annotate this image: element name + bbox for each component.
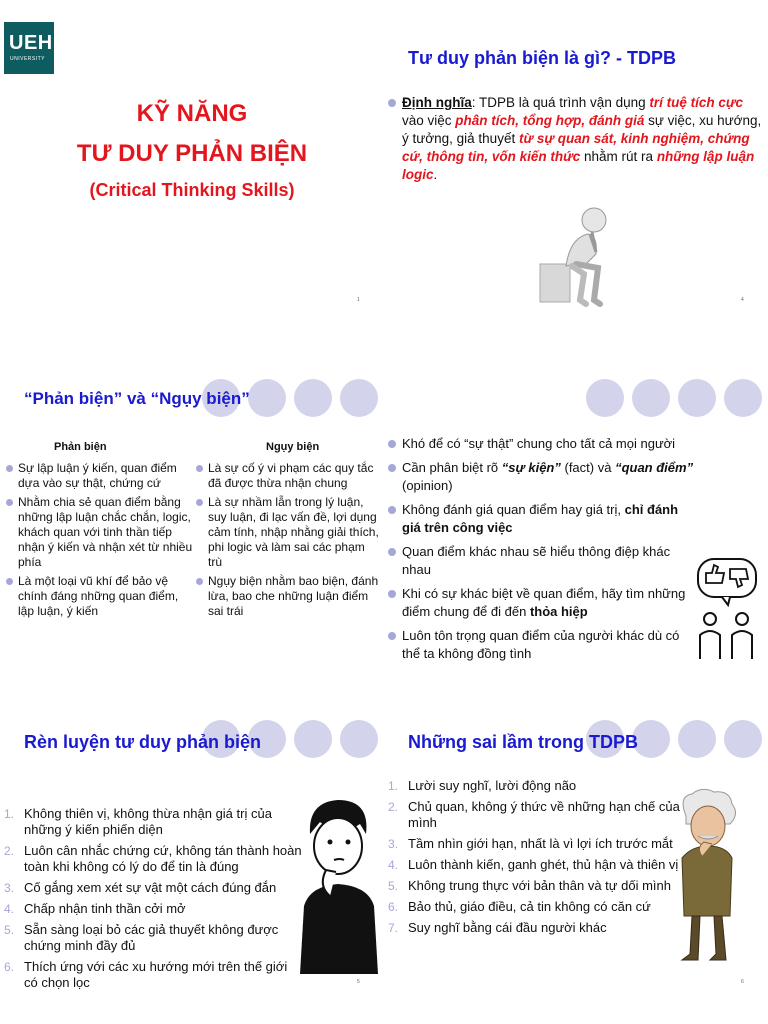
- list-item: 6. Thích ứng với các xu hướng mới trên thế giới có chọn lọc: [4, 959, 288, 990]
- nguy-bien-list: [196, 461, 380, 623]
- list-item: Cần phân biệt rõ “sự kiện” (fact) và “quan điểm” (opinion): [388, 459, 764, 495]
- thinking-figure-icon: [536, 204, 616, 308]
- list-item: 3. Cố gắng xem xét sự vật một cách đúng đắn: [4, 880, 277, 895]
- list-item: Nhằm chia sẻ quan điểm bằng những lập luận chắc chắn, logic, khách quan với tinh thần tiếp nhận ý kiến và nhận xét từ nhiều phía: [6, 495, 194, 570]
- einstein-figure-icon: [672, 786, 742, 966]
- logo-subtext: UNIVERSITY: [10, 56, 46, 62]
- page-number: 4: [741, 297, 744, 303]
- logo-text: UEH: [9, 32, 53, 54]
- list-item: 3. Tầm nhìn giới hạn, nhất là vì lợi ích trước mắt: [388, 836, 673, 851]
- discussion-icon: [694, 555, 762, 665]
- slide-comparison: [0, 341, 384, 682]
- list-item: Là một loại vũ khí để bảo vệ chính đáng những quan điểm, lập luận, ý kiến: [6, 574, 194, 619]
- list-item: Luôn tôn trọng quan điểm của người khác dù có thể ta không đồng tình: [388, 627, 764, 663]
- slide-perspectives: [384, 341, 768, 682]
- mistakes-list: [386, 778, 686, 941]
- list-item: 4. Luôn thành kiến, ganh ghét, thủ hận và thiên vị: [388, 857, 679, 872]
- slide-mistakes: [384, 682, 768, 1023]
- page-number: 5: [357, 979, 360, 985]
- def-text: .: [433, 167, 438, 182]
- cover-title-line1: KỸ NĂNG: [136, 100, 248, 127]
- list-item: 4. Chấp nhận tinh thần cởi mở: [4, 901, 186, 916]
- cover-subtitle: (Critical Thinking Skills): [89, 180, 295, 200]
- list-item: Khi có sự khác biệt về quan điểm, hãy tìm những điểm chung để đi đến thỏa hiệp: [388, 585, 764, 621]
- def-highlight: trí tuệ tích cực: [649, 95, 744, 110]
- column-header-nguy-bien: Ngụy biện: [266, 441, 320, 453]
- page-number: 1: [357, 297, 360, 303]
- training-list: [2, 806, 302, 996]
- list-item: 5. Sẵn sàng loại bỏ các giả thuyết không được chứng minh đầy đủ: [4, 922, 279, 953]
- thinking-boy-icon: [290, 794, 380, 974]
- list-item: Không đánh giá quan điểm hay giá trị, chỉ đánh giá trên công việc: [388, 501, 764, 537]
- cover-title-line2: TƯ DUY PHẢN BIỆN: [76, 140, 308, 167]
- def-highlight: từ sự quan sát, kinh nghiệm, chứng cứ, thông tin, vốn kiến thức: [402, 131, 750, 164]
- page-number: 6: [741, 979, 744, 985]
- list-item: 1. Không thiên vị, không thừa nhận giá trị của những ý kiến phiến diện: [4, 806, 272, 837]
- bullet-icon: [388, 99, 396, 107]
- def-text: : TDPB là quá trình vận dụng: [471, 95, 650, 110]
- list-item: 2. Chủ quan, không ý thức về những hạn chế của mình: [388, 799, 680, 830]
- slide-title: Rèn luyện tư duy phản biện: [24, 732, 262, 752]
- def-highlight: những lập luận logic: [402, 149, 755, 182]
- definition-paragraph: [388, 94, 764, 184]
- column-header-phan-bien: Phản biện: [54, 441, 107, 453]
- slide-training: [0, 682, 384, 1023]
- list-item: Khó để có “sự thật” chung cho tất cả mọi người: [388, 435, 764, 453]
- list-item: Sự lập luận ý kiến, quan điểm dựa vào sự thật, chứng cứ: [6, 461, 194, 491]
- def-text: sự việc, xu hướng, ý tưởng, giả thuyết: [402, 113, 762, 146]
- list-item: Quan điểm khác nhau sẽ hiểu thông điệp khác nhau: [388, 543, 764, 579]
- list-item: 2. Luôn cân nhắc chứng cứ, không tán thành hoàn toàn khi không có lý do để tin là đúng: [4, 843, 302, 874]
- decorative-circles: [586, 379, 762, 417]
- slide-title: “Phản biện” và “Ngụy biện”: [24, 389, 250, 408]
- slide-definition: [384, 0, 768, 341]
- slide-title: Những sai lầm trong TDPB: [408, 732, 639, 752]
- list-item: Là sự cố ý vi phạm các quy tắc đã được thừa nhận chung: [196, 461, 380, 491]
- list-item: 6. Bảo thủ, giáo điều, cả tin không có căn cứ: [388, 899, 651, 914]
- def-text: nhằm rút ra: [580, 149, 657, 164]
- slide-cover: [0, 0, 384, 341]
- list-item: Ngụy biện nhằm bao biện, đánh lừa, bao che những luận điểm sai trái: [196, 574, 380, 619]
- definition-label: Định nghĩa: [402, 95, 472, 110]
- phan-bien-list: [6, 461, 194, 623]
- def-text: vào việc: [402, 113, 456, 128]
- list-item: 1. Lười suy nghĩ, lười động não: [388, 778, 577, 793]
- ueh-logo: [4, 22, 54, 74]
- slide-title: Tư duy phản biện là gì? - TDPB: [408, 48, 677, 68]
- list-item: 7. Suy nghĩ bằng cái đầu người khác: [388, 920, 607, 935]
- list-item: 5. Không trung thực với bản thân và tự dối mình: [388, 878, 671, 893]
- list-item: Là sự nhầm lẫn trong lý luận, suy luận, đi lạc vấn đề, lợi dụng cảm tính, nhập nhằng giải thích, phi logic và làm sai các phạm trù: [196, 495, 380, 570]
- def-highlight: phân tích, tổng hợp, đánh giá: [455, 113, 645, 128]
